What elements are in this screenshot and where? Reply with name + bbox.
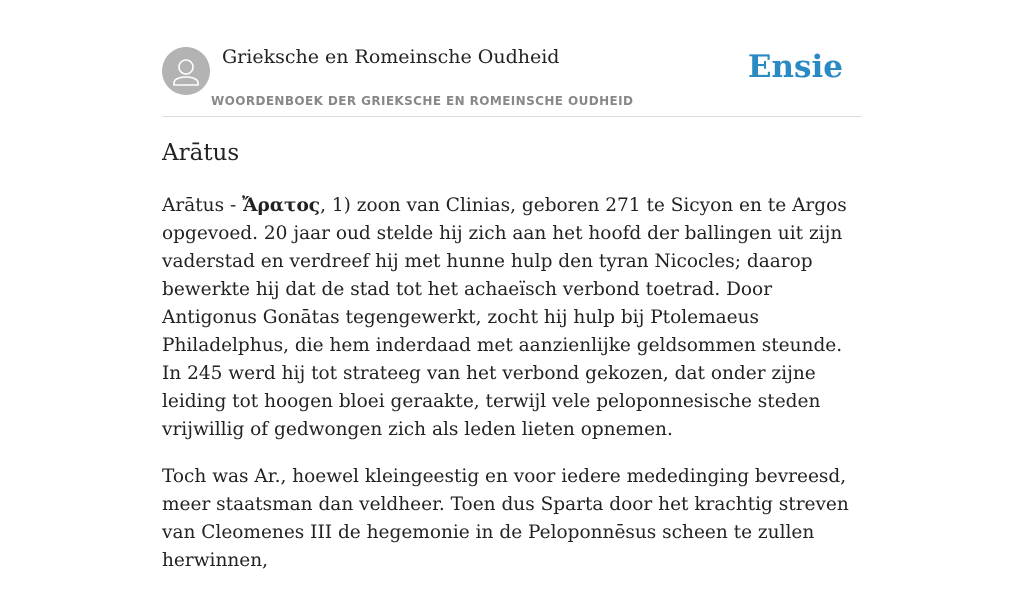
entry-title: Arātus [162,140,240,166]
paragraph-1-text: , 1) zoon van Clinias, geboren 271 te Sicyon en te Argos opgevoed. 20 jaar oud stelde hij zich aan het hoofd der ballingen uit zijn vaderstad en verdreef hij met hunne hulp den tyran Nicocles; daarop bewerkte hij dat de stad tot het achaeïsch verbond toetrad. Door Antigonus Gonātas tegengewerkt, zocht hij hulp bij Ptolemaeus Philadelphus, die hem inderdaad met aanzienlijke geldsommen steunde. In 245 werd hij tot strateeg van het verbond gekozen, dat onder zijne leiding tot hoogen bloei geraakte, terwijl vele peloponnesische steden vrijwillig of gedwongen zich als leden lieten opnemen. [162,195,847,440]
site-header [162,0,862,117]
site-title[interactable]: Grieksche en Romeinsche Oudheid [222,46,560,68]
site-subtitle: WOORDENBOEK DER GRIEKSCHE EN ROMEINSCHE OUDHEID [211,94,634,108]
avatar[interactable] [162,47,210,95]
paragraph-2: Toch was Ar., hoewel kleingeestig en voor iedere mededinging bevreesd, meer staatsman dan veldheer. Toen dus Sparta door het krachtig streven van Cleomenes III de hegemonie in de Peloponnēsus scheen te zullen herwinnen, [162,466,849,571]
paragraph-1 [162,192,862,444]
intro-term: Arātus - [162,195,243,216]
greek-term: Ἄρατος [242,195,321,216]
page-container [162,0,862,571]
user-icon [162,47,210,95]
entry-body [162,192,862,594]
ensie-logo[interactable]: Ensie [747,49,843,85]
